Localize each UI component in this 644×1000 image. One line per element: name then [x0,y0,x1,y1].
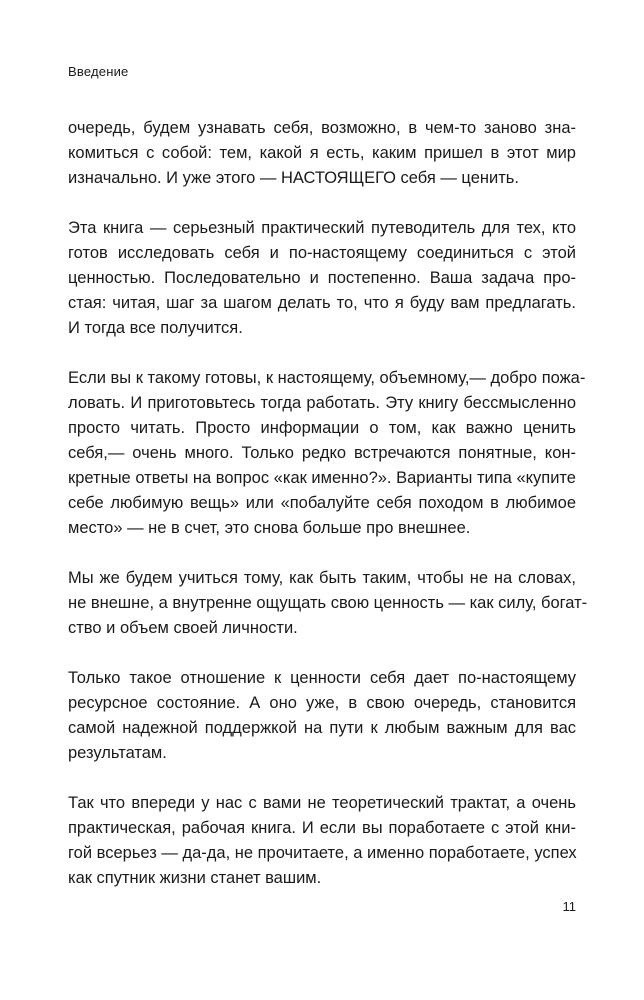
paragraph [68,791,576,891]
text-line: Если вы к такому готовы, к настоящему, объемному,— добро пожа- [68,369,586,387]
text-line: стая: читая, шаг за шагом делать то, что я буду вам предлагать. [68,294,576,312]
text-line: просто читать. Просто информации о том, как важно ценить [68,419,576,437]
text-line: Только такое отношение к ценности себя дает по-настоящему [68,669,576,687]
paragraph [68,216,576,341]
text-line: очередь, будем узнавать себя, возможно, в чем-то заново зна- [68,119,576,137]
body-text [68,116,588,916]
text-line: практическая, рабочая книга. И если вы поработаете с этой кни- [68,819,576,837]
text-line: ловать. И приготовьтесь тогда работать. Эту книгу бессмысленно [68,394,576,412]
text-line: Так что впереди у нас с вами не теоретический трактат, а очень [68,794,576,812]
text-line: Эта книга — серьезный практический путеводитель для тех, кто [68,219,576,237]
text-line: ство и объем своей личности. [68,619,298,637]
text-line: себя,— очень много. Только редко встречаются понятные, кон- [68,444,576,462]
text-line: не внешне, а внутренне ощущать свою ценность — как силу, богат- [68,594,588,612]
text-line: ценностью. Последовательно и постепенно. Ваша задача про- [68,269,576,287]
text-line: И тогда все получится. [68,319,243,337]
text-line: результатам. [68,744,167,762]
text-line: самой надежной поддержкой на пути к любым важным для вас [68,719,576,737]
text-line: Мы же будем учиться тому, как быть таким, чтобы не на словах, [68,569,576,587]
text-line: ресурсное состояние. А оно уже, в свою очередь, становится [68,694,576,712]
paragraph [68,366,586,541]
text-line: кретные ответы на вопрос «как именно?». Варианты типа «купите [68,469,576,487]
text-line: гой всерьез — да-да, не прочитаете, а именно поработаете, успех [68,844,577,862]
paragraph [68,566,588,641]
text-line: готов исследовать себя и по-настоящему соединиться с этой [68,244,576,262]
running-head: Введение [68,64,129,79]
text-line: место» — не в счет, это снова больше про внешнее. [68,519,471,537]
paragraph [68,116,576,191]
page-number: 11 [562,899,576,914]
text-line: изначально. И уже этого — НАСТОЯЩЕГО себя — ценить. [68,169,519,187]
text-line: как спутник жизни станет вашим. [68,869,322,887]
paragraph [68,666,576,766]
text-line: комиться с собой: тем, какой я есть, каким пришел в этот мир [68,144,576,162]
text-line: себе любимую вещь» или «побалуйте себя походом в любимое [68,494,576,512]
